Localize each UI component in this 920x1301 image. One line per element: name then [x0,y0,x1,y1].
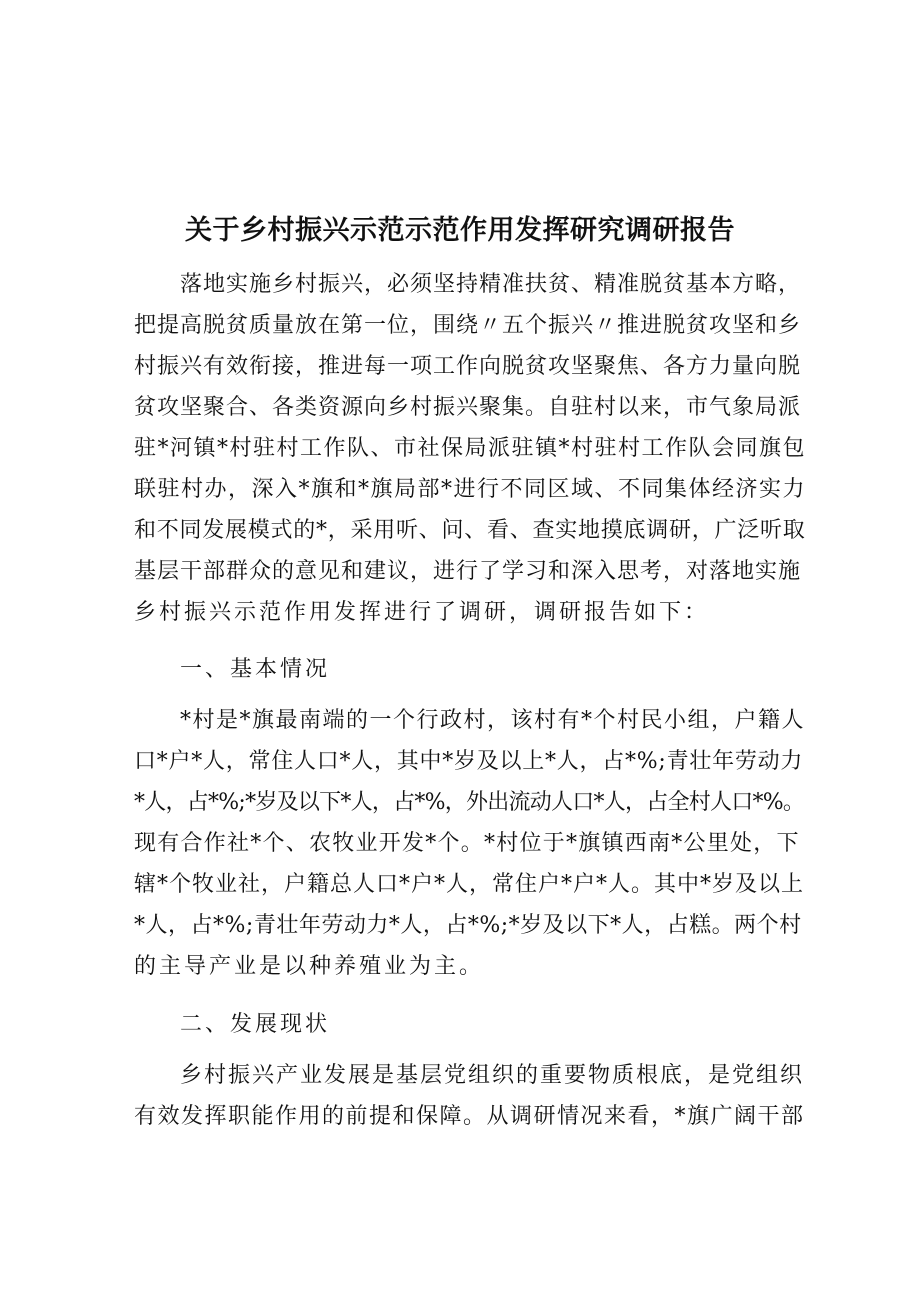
text-line: *人，占*%;青壮年劳动力*人，占*%;*岁及以下*人，占糕。两个村 [134,913,802,938]
section-heading-text: 二、发展现状 [180,1012,331,1037]
text-line: 基层干部群众的意见和建议，进行了学习和深入思考，对落地实施 [134,559,802,584]
text-line: 驻*河镇*村驻村工作队、市社保局派驻镇*村驻村工作队会同旗包 [134,436,807,461]
text-line: 联驻村办，深入*旗和*旗局部*进行不同区域、不同集体经济实力 [134,477,807,502]
text-line: 有效发挥职能作用的前提和保障。从调研情况来看，*旗广阔干部 [134,1104,805,1129]
document-title: 关于乡村振兴示范示范作用发挥研究调研报告 [185,215,735,246]
text-line: 贫攻坚聚合、各类资源向乡村振兴聚集。自驻村以来，市气象局派 [134,395,802,420]
text-line: 乡村振兴产业发展是基层党组织的重要物质根底，是党组织 [180,1063,805,1088]
text-line: 和不同发展模式的*，采用听、问、看、查实地摸底调研，广泛听取 [134,518,806,543]
text-line: 村振兴有效衔接，推进每一项工作向脱贫攻坚聚焦、各方力量向脱 [134,354,802,379]
text-line: 把提高脱贫质量放在第一位，围绕〃五个振兴〃推进脱贫攻坚和乡 [134,313,802,338]
text-line: 辖*个牧业社，户籍总人口*户*人，常住户*户*人。其中*岁及以上 [134,872,805,897]
text-line: *人，占*%;*岁及以下*人，占*%，外出流动人口*人，占全村人口*%。 [134,790,805,815]
text-line: 乡村振兴示范作用发挥进行了调研，调研报告如下： [134,600,710,625]
text-line: 现有合作社*个、农牧业开发*个。*村位于*旗镇西南*公里处，下 [134,831,800,856]
text-line: 口*户*人，常住人口*人，其中*岁及以上*人，占*%;青壮年劳动力 [134,749,804,774]
text-line: 的主导产业是以种养殖业为主。 [134,954,485,979]
text-line: *村是*旗最南端的一个行政村，该村有*个村民小组，户籍人 [180,708,806,733]
section-heading-text: 一、基本情况 [180,657,331,682]
text-line: 落地实施乡村振兴，必须坚持精准扶贫、精准脱贫基本方略， [180,272,802,297]
